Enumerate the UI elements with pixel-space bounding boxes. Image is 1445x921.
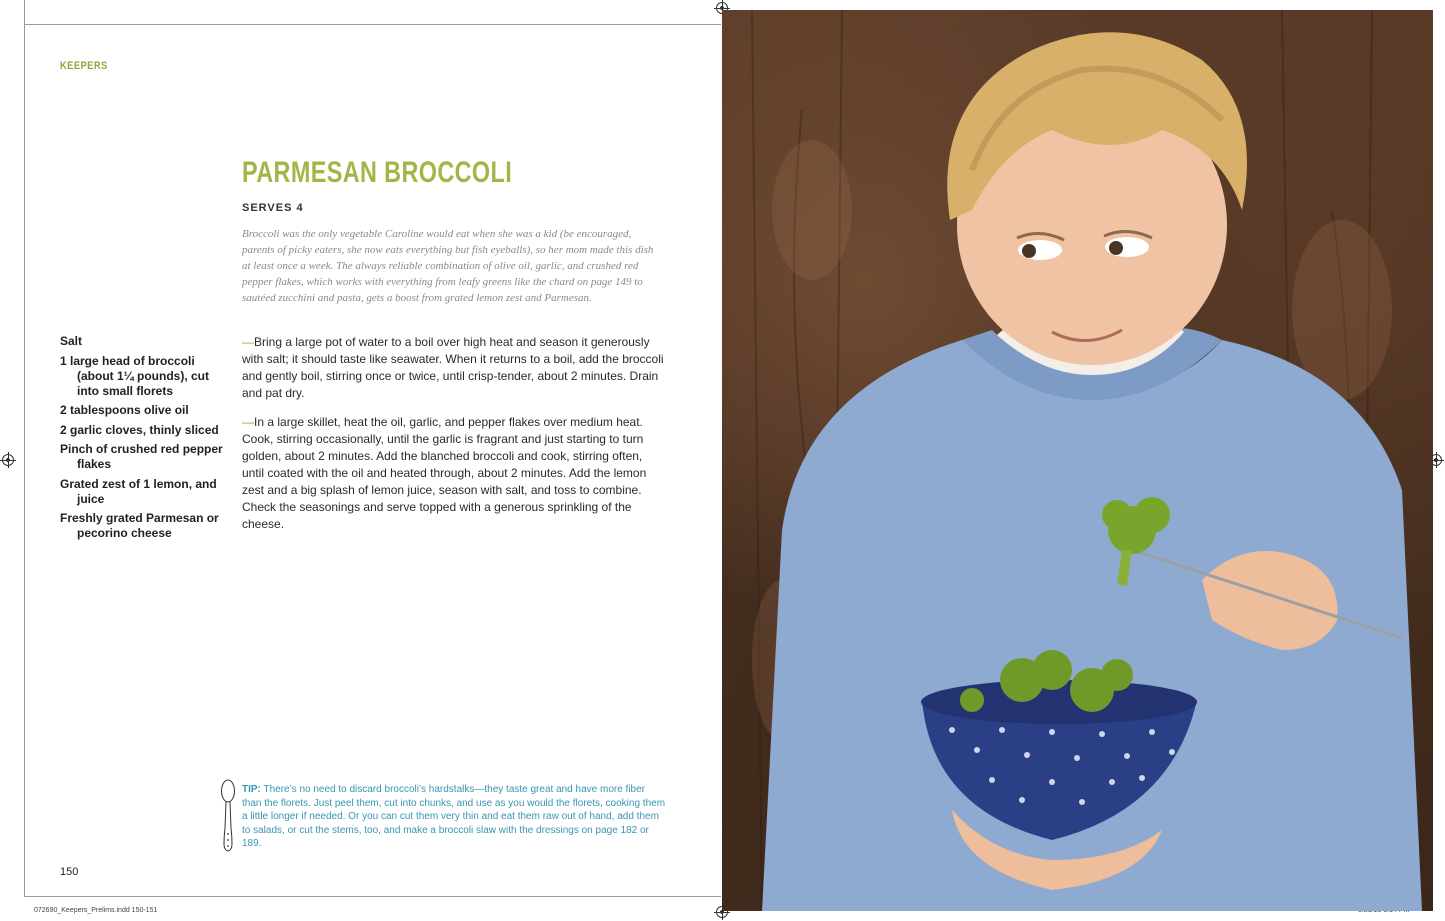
ingredient-item: Freshly grated Parmesan or pecorino cheese [60, 511, 219, 540]
photo-boy-eating-broccoli [722, 10, 1433, 911]
tip-box [242, 783, 666, 851]
running-head: KEEPERS [60, 60, 108, 72]
ingredient-item: 1 large head of broccoli (about 1¼ pounds), cut into small florets [60, 353, 209, 398]
page-number: 150 [60, 866, 79, 878]
recipe-title: PARMESAN BROCCOLI [242, 156, 513, 189]
trim-line-top [24, 24, 721, 25]
ingredient-item: Pinch of crushed red pepper flakes [60, 442, 223, 471]
method-step [242, 334, 666, 402]
trim-line-left [24, 0, 25, 896]
tip-text: There’s no need to discard broccoli’s hardstalks—they taste great and have more fiber than the florets. Just peel them, cut into chunks, and use as you would the florets, cooking them a little longer if needed. Or you can cut them very thin and eat them raw out of hand, add them to salads, or cut the stems, too, and make a broccoli slaw with the dressings on page 182 or 189. [242, 784, 666, 850]
registration-mark-icon [2, 454, 14, 466]
step-text: Bring a large pot of water to a boil over high heat and season it generously with salt; it should taste like seawater. When it returns to a boil, add the broccoli and gently boil, stirring once or twice, until crisp-tender, about 2 minutes. Drain and pat dry. [242, 335, 664, 400]
ingredient-item: 2 garlic cloves, thinly sliced [60, 422, 219, 437]
step-dash: — [242, 335, 254, 349]
tip-label: TIP: [242, 784, 261, 795]
step-text: In a large skillet, heat the oil, garlic, and pepper flakes over medium heat. Cook, stirring occasionally, until the garlic is fragrant and just starting to turn golden, about 2 minutes. Add the blanched broccoli and cook, stirring often, until coated with the oil and heated through, about 2 minutes. Add the lemon zest and a big splash of lemon juice, season with salt, and toss to combine. Check the seasonings and serve topped with a generous sprinkling of the cheese. [242, 415, 647, 531]
method-steps [242, 334, 666, 545]
trim-line-bottom [24, 896, 721, 897]
recipe-intro: Broccoli was the only vegetable Caroline would eat when she was a kid (be encouraged, parents of picky eaters, she now eats everything but fish eyeballs), so her mom made this dish at least once a week. The always reliable combination of olive oil, garlic, and crushed red pepper flakes, which works with everything from leafy greens like the chard on page 149 to sautéed zucchini and pasta, gets a boost from grated lemon zest and Parmesan. [242, 228, 654, 304]
method-step [242, 414, 666, 533]
spoon-icon [219, 778, 237, 854]
ingredient-item: Salt [60, 334, 83, 348]
ingredient-list [60, 334, 228, 546]
file-slug: 072690_Keepers_Prelims.indd 150-151 [34, 907, 158, 914]
ingredient-item: Grated zest of 1 lemon, and juice [60, 476, 217, 506]
step-dash: — [242, 415, 254, 429]
ingredient-item: 2 tablespoons olive oil [60, 403, 189, 417]
serves-label: SERVES 4 [242, 202, 304, 214]
photo-illustration [722, 10, 1433, 911]
